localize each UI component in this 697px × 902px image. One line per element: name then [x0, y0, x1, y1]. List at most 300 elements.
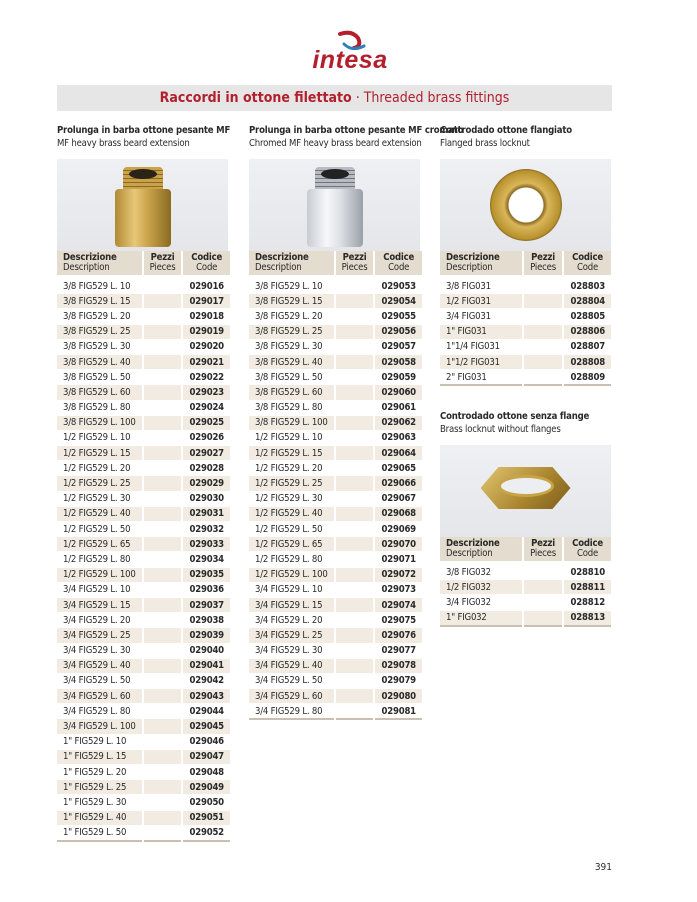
table-row	[57, 597, 230, 612]
table-row	[249, 597, 422, 612]
row-description: 1/2 FIG529 L. 40	[249, 506, 335, 521]
row-code: 029073	[374, 582, 421, 597]
table-row	[249, 415, 422, 430]
row-pieces	[143, 385, 183, 400]
col-description: Descrizione Description	[249, 251, 335, 277]
row-description: 3/8 FIG529 L. 50	[57, 370, 143, 385]
table-row	[249, 446, 422, 461]
table-row	[440, 580, 611, 595]
row-pieces	[143, 765, 183, 780]
row-pieces	[143, 628, 183, 643]
row-code: 028813	[563, 610, 611, 626]
row-pieces	[143, 309, 183, 324]
section-subtitle: Brass locknut without flanges	[440, 424, 561, 435]
table-row	[440, 277, 611, 294]
row-pieces	[523, 610, 563, 626]
table-row	[57, 689, 230, 704]
table-row	[249, 537, 422, 552]
row-description: 1" FIG529 L. 50	[57, 825, 143, 841]
row-code: 029031	[182, 506, 229, 521]
row-description: 3/4 FIG529 L. 60	[249, 689, 335, 704]
row-code: 029019	[182, 324, 229, 339]
row-description: 3/4 FIG529 L. 25	[249, 628, 335, 643]
table-row	[57, 370, 230, 385]
row-code: 028811	[563, 580, 611, 595]
row-description: 3/4 FIG529 L. 20	[249, 613, 335, 628]
row-code: 029022	[182, 370, 229, 385]
row-code: 029077	[374, 643, 421, 658]
row-code: 029060	[374, 385, 421, 400]
title-italian: Raccordi in ottone filettato	[159, 90, 352, 106]
row-pieces	[523, 339, 563, 354]
row-description: 3/4 FIG529 L. 15	[57, 597, 143, 612]
row-code: 029051	[182, 810, 229, 825]
row-description: 3/4 FIG031	[440, 309, 523, 324]
col-description: Descrizione Description	[57, 251, 143, 277]
table-row	[57, 385, 230, 400]
row-pieces	[523, 354, 563, 369]
table-row	[57, 825, 230, 841]
row-description: 1" FIG031	[440, 324, 523, 339]
row-pieces	[335, 370, 375, 385]
row-description: 3/4 FIG529 L. 20	[57, 613, 143, 628]
row-pieces	[335, 613, 375, 628]
table-row	[57, 476, 230, 491]
row-description: 1/2 FIG529 L. 25	[249, 476, 335, 491]
row-pieces	[143, 825, 183, 841]
row-description: 3/8 FIG529 L. 30	[249, 339, 335, 354]
intesa-logo	[300, 30, 400, 80]
row-description: 1" FIG529 L. 30	[57, 795, 143, 810]
title-english: Threaded brass fittings	[363, 90, 510, 106]
table-row	[249, 400, 422, 415]
row-description: 3/4 FIG529 L. 25	[57, 628, 143, 643]
row-pieces	[143, 354, 183, 369]
row-description: 1" FIG032	[440, 610, 523, 626]
table-row	[440, 324, 611, 339]
row-code: 029072	[374, 567, 421, 582]
row-description: 3/8 FIG529 L. 10	[249, 277, 335, 294]
row-code: 029017	[182, 294, 229, 309]
col-pieces: Pezzi Pieces	[335, 251, 375, 277]
col-code: Codice Code	[182, 251, 229, 277]
row-pieces	[335, 704, 375, 720]
row-description: 3/4 FIG529 L. 50	[57, 673, 143, 688]
row-pieces	[143, 749, 183, 764]
row-description: 1/2 FIG529 L. 10	[249, 430, 335, 445]
row-description: 1/2 FIG529 L. 40	[57, 506, 143, 521]
table-row	[57, 506, 230, 521]
row-description: 3/8 FIG529 L. 25	[249, 324, 335, 339]
row-pieces	[143, 719, 183, 734]
table-row	[249, 628, 422, 643]
table-row	[249, 430, 422, 445]
row-code: 028804	[563, 294, 611, 309]
row-code: 029068	[374, 506, 421, 521]
table-row	[249, 506, 422, 521]
row-description: 1/2 FIG529 L. 15	[57, 446, 143, 461]
row-description: 3/4 FIG529 L. 30	[57, 643, 143, 658]
section-title: Controdado ottone flangiato	[440, 125, 572, 136]
row-description: 1/2 FIG529 L. 80	[249, 552, 335, 567]
table-row	[57, 400, 230, 415]
table-row	[249, 582, 422, 597]
row-description: 1/2 FIG529 L. 80	[57, 552, 143, 567]
row-description: 1/2 FIG529 L. 20	[57, 461, 143, 476]
row-description: 3/4 FIG529 L. 30	[249, 643, 335, 658]
row-description: 1/2 FIG529 L. 65	[57, 537, 143, 552]
row-code: 029041	[182, 658, 229, 673]
row-description: 3/8 FIG529 L. 80	[57, 400, 143, 415]
row-description: 3/8 FIG529 L. 15	[57, 294, 143, 309]
row-code: 029023	[182, 385, 229, 400]
row-description: 1/2 FIG529 L. 100	[249, 567, 335, 582]
row-pieces	[335, 506, 375, 521]
row-pieces	[143, 795, 183, 810]
row-code: 029081	[374, 704, 421, 720]
row-description: 3/8 FIG529 L. 40	[57, 354, 143, 369]
row-code: 029032	[182, 522, 229, 537]
brass-extension-photo	[57, 159, 228, 251]
table-row	[249, 354, 422, 369]
row-pieces	[143, 810, 183, 825]
table-row	[57, 613, 230, 628]
table-row	[249, 704, 422, 720]
table-row	[57, 339, 230, 354]
table-row	[249, 461, 422, 476]
table-row	[249, 643, 422, 658]
table-row	[57, 537, 230, 552]
row-pieces	[523, 277, 563, 294]
row-description: 3/4 FIG529 L. 80	[57, 704, 143, 719]
row-code: 029065	[374, 461, 421, 476]
row-pieces	[143, 552, 183, 567]
table-header	[440, 537, 611, 563]
row-code: 029025	[182, 415, 229, 430]
row-description: 1/2 FIG529 L. 15	[249, 446, 335, 461]
row-pieces	[143, 567, 183, 582]
table-row	[249, 309, 422, 324]
table-row	[57, 810, 230, 825]
row-description: 1" FIG529 L. 20	[57, 765, 143, 780]
product-table	[57, 251, 230, 842]
table-row	[57, 643, 230, 658]
row-description: 3/4 FIG529 L. 10	[57, 582, 143, 597]
table-row	[249, 294, 422, 309]
row-description: 3/4 FIG529 L. 40	[57, 658, 143, 673]
row-pieces	[143, 597, 183, 612]
table-row	[57, 277, 230, 294]
table-row	[249, 552, 422, 567]
row-pieces	[335, 476, 375, 491]
table-row	[249, 658, 422, 673]
flanged-locknut-photo	[440, 159, 611, 251]
table-row	[57, 294, 230, 309]
row-description: 1/2 FIG529 L. 65	[249, 537, 335, 552]
row-description: 3/8 FIG529 L. 100	[249, 415, 335, 430]
row-pieces	[143, 491, 183, 506]
col-pieces: Pezzi Pieces	[523, 537, 563, 563]
section-subtitle: Chromed MF heavy brass beard extension	[249, 138, 422, 149]
row-code: 029033	[182, 537, 229, 552]
row-code: 029066	[374, 476, 421, 491]
row-pieces	[335, 309, 375, 324]
row-pieces	[143, 415, 183, 430]
row-pieces	[335, 658, 375, 673]
table-row	[249, 491, 422, 506]
table-row	[57, 415, 230, 430]
table-row	[57, 673, 230, 688]
hex-locknut-photo	[440, 445, 611, 537]
row-code: 029061	[374, 400, 421, 415]
table-row	[57, 628, 230, 643]
row-code: 029079	[374, 673, 421, 688]
row-pieces	[523, 324, 563, 339]
row-description: 1/2 FIG529 L. 10	[57, 430, 143, 445]
row-pieces	[143, 643, 183, 658]
row-description: 3/8 FIG529 L. 80	[249, 400, 335, 415]
row-description: 1/2 FIG529 L. 50	[249, 522, 335, 537]
table-row	[249, 370, 422, 385]
row-pieces	[143, 476, 183, 491]
row-description: 1"1/4 FIG031	[440, 339, 523, 354]
row-pieces	[335, 628, 375, 643]
row-code: 028812	[563, 595, 611, 610]
table-row	[57, 461, 230, 476]
row-pieces	[335, 446, 375, 461]
row-pieces	[143, 780, 183, 795]
row-description: 3/8 FIG529 L. 20	[57, 309, 143, 324]
table-row	[249, 277, 422, 294]
row-pieces	[143, 461, 183, 476]
row-description: 3/8 FIG529 L. 15	[249, 294, 335, 309]
row-pieces	[523, 595, 563, 610]
row-description: 3/4 FIG529 L. 10	[249, 582, 335, 597]
row-pieces	[143, 446, 183, 461]
row-code: 029055	[374, 309, 421, 324]
table-row	[57, 765, 230, 780]
table-row	[440, 595, 611, 610]
row-code: 028810	[563, 563, 611, 580]
row-code: 028808	[563, 354, 611, 369]
row-pieces	[143, 689, 183, 704]
row-pieces	[335, 415, 375, 430]
title-separator: ·	[351, 90, 364, 106]
row-code: 029067	[374, 491, 421, 506]
table-row	[57, 446, 230, 461]
row-code: 029037	[182, 597, 229, 612]
row-pieces	[143, 294, 183, 309]
row-code: 029056	[374, 324, 421, 339]
row-pieces	[335, 567, 375, 582]
row-code: 029046	[182, 734, 229, 749]
row-description: 1/2 FIG529 L. 50	[57, 522, 143, 537]
product-table	[440, 537, 611, 627]
row-description: 1/2 FIG529 L. 100	[57, 567, 143, 582]
row-code: 029052	[182, 825, 229, 841]
row-pieces	[335, 522, 375, 537]
table-row	[57, 780, 230, 795]
row-description: 3/8 FIG529 L. 100	[57, 415, 143, 430]
table-row	[440, 370, 611, 386]
row-pieces	[335, 324, 375, 339]
table-row	[57, 522, 230, 537]
col-code: Codice Code	[563, 537, 611, 563]
row-description: 3/4 FIG529 L. 100	[57, 719, 143, 734]
table-row	[440, 339, 611, 354]
row-description: 2" FIG031	[440, 370, 523, 386]
table-row	[249, 324, 422, 339]
table-row	[57, 582, 230, 597]
row-code: 029043	[182, 689, 229, 704]
row-pieces	[143, 658, 183, 673]
row-description: 3/8 FIG529 L. 60	[57, 385, 143, 400]
row-code: 029028	[182, 461, 229, 476]
section-title: Prolunga in barba ottone pesante MF	[57, 125, 231, 136]
table-row	[249, 476, 422, 491]
row-description: 3/8 FIG529 L. 10	[57, 277, 143, 294]
col-code: Codice Code	[563, 251, 611, 277]
row-code: 029026	[182, 430, 229, 445]
table-row	[57, 430, 230, 445]
product-table	[249, 251, 422, 720]
row-description: 1" FIG529 L. 25	[57, 780, 143, 795]
table-row	[249, 339, 422, 354]
row-code: 029062	[374, 415, 421, 430]
table-row	[57, 704, 230, 719]
logo-text: intesa	[312, 46, 388, 74]
chromed-extension-photo	[249, 159, 420, 251]
row-description: 3/8 FIG032	[440, 563, 523, 580]
row-pieces	[335, 582, 375, 597]
row-pieces	[143, 522, 183, 537]
row-code: 028806	[563, 324, 611, 339]
row-code: 029030	[182, 491, 229, 506]
row-code: 029057	[374, 339, 421, 354]
section-brass-extension	[57, 124, 229, 842]
row-pieces	[523, 563, 563, 580]
col-pieces: Pezzi Pieces	[143, 251, 183, 277]
row-pieces	[143, 734, 183, 749]
row-pieces	[335, 385, 375, 400]
table-row	[440, 563, 611, 580]
col-description: Descrizione Description	[440, 537, 523, 563]
row-code: 029018	[182, 309, 229, 324]
row-code: 029040	[182, 643, 229, 658]
row-description: 1/2 FIG529 L. 30	[57, 491, 143, 506]
row-pieces	[143, 277, 183, 294]
table-row	[57, 309, 230, 324]
row-description: 1" FIG529 L. 15	[57, 749, 143, 764]
row-pieces	[523, 309, 563, 324]
row-pieces	[143, 339, 183, 354]
row-code: 029029	[182, 476, 229, 491]
table-row	[249, 673, 422, 688]
row-code: 029049	[182, 780, 229, 795]
row-code: 028803	[563, 277, 611, 294]
row-pieces	[335, 400, 375, 415]
row-code: 029063	[374, 430, 421, 445]
row-code: 029016	[182, 277, 229, 294]
table-header	[440, 251, 611, 277]
row-code: 029059	[374, 370, 421, 385]
row-code: 029064	[374, 446, 421, 461]
row-code: 029071	[374, 552, 421, 567]
row-code: 029058	[374, 354, 421, 369]
table-row	[440, 610, 611, 626]
row-description: 3/4 FIG529 L. 60	[57, 689, 143, 704]
row-pieces	[143, 582, 183, 597]
row-description: 1" FIG529 L. 10	[57, 734, 143, 749]
row-pieces	[143, 370, 183, 385]
row-code: 029075	[374, 613, 421, 628]
row-description: 3/8 FIG529 L. 50	[249, 370, 335, 385]
table-row	[57, 354, 230, 369]
row-description: 3/4 FIG529 L. 40	[249, 658, 335, 673]
row-code: 029044	[182, 704, 229, 719]
table-row	[57, 552, 230, 567]
row-pieces	[335, 430, 375, 445]
section-subtitle: MF heavy brass beard extension	[57, 138, 190, 149]
product-table	[440, 251, 611, 386]
row-description: 3/8 FIG529 L. 30	[57, 339, 143, 354]
row-description: 1" FIG529 L. 40	[57, 810, 143, 825]
row-code: 029050	[182, 795, 229, 810]
table-row	[57, 749, 230, 764]
table-row	[249, 689, 422, 704]
row-code: 029042	[182, 673, 229, 688]
row-pieces	[335, 294, 375, 309]
row-code: 029027	[182, 446, 229, 461]
row-pieces	[143, 400, 183, 415]
row-code: 029020	[182, 339, 229, 354]
table-row	[440, 354, 611, 369]
table-row	[57, 719, 230, 734]
row-code: 029021	[182, 354, 229, 369]
table-row	[57, 734, 230, 749]
page-number: 391	[594, 862, 612, 873]
row-pieces	[335, 339, 375, 354]
col-pieces: Pezzi Pieces	[523, 251, 563, 277]
row-code: 029074	[374, 597, 421, 612]
row-pieces	[335, 597, 375, 612]
row-code: 029069	[374, 522, 421, 537]
row-code: 028805	[563, 309, 611, 324]
row-code: 029034	[182, 552, 229, 567]
row-pieces	[523, 370, 563, 386]
table-row	[249, 613, 422, 628]
row-code: 029035	[182, 567, 229, 582]
row-pieces	[143, 704, 183, 719]
table-row	[249, 522, 422, 537]
row-pieces	[335, 537, 375, 552]
col-description: Descrizione Description	[440, 251, 523, 277]
table-header	[249, 251, 422, 277]
section-title: Prolunga in barba ottone pesante MF cromato	[249, 125, 464, 136]
row-pieces	[335, 643, 375, 658]
row-description: 3/4 FIG529 L. 50	[249, 673, 335, 688]
table-row	[249, 385, 422, 400]
row-code: 029039	[182, 628, 229, 643]
row-code: 029053	[374, 277, 421, 294]
row-description: 1/2 FIG031	[440, 294, 523, 309]
row-description: 1/2 FIG529 L. 25	[57, 476, 143, 491]
row-description: 3/8 FIG529 L. 60	[249, 385, 335, 400]
row-pieces	[335, 689, 375, 704]
section-subtitle: Flanged brass locknut	[440, 138, 530, 149]
row-code: 029024	[182, 400, 229, 415]
row-pieces	[335, 673, 375, 688]
